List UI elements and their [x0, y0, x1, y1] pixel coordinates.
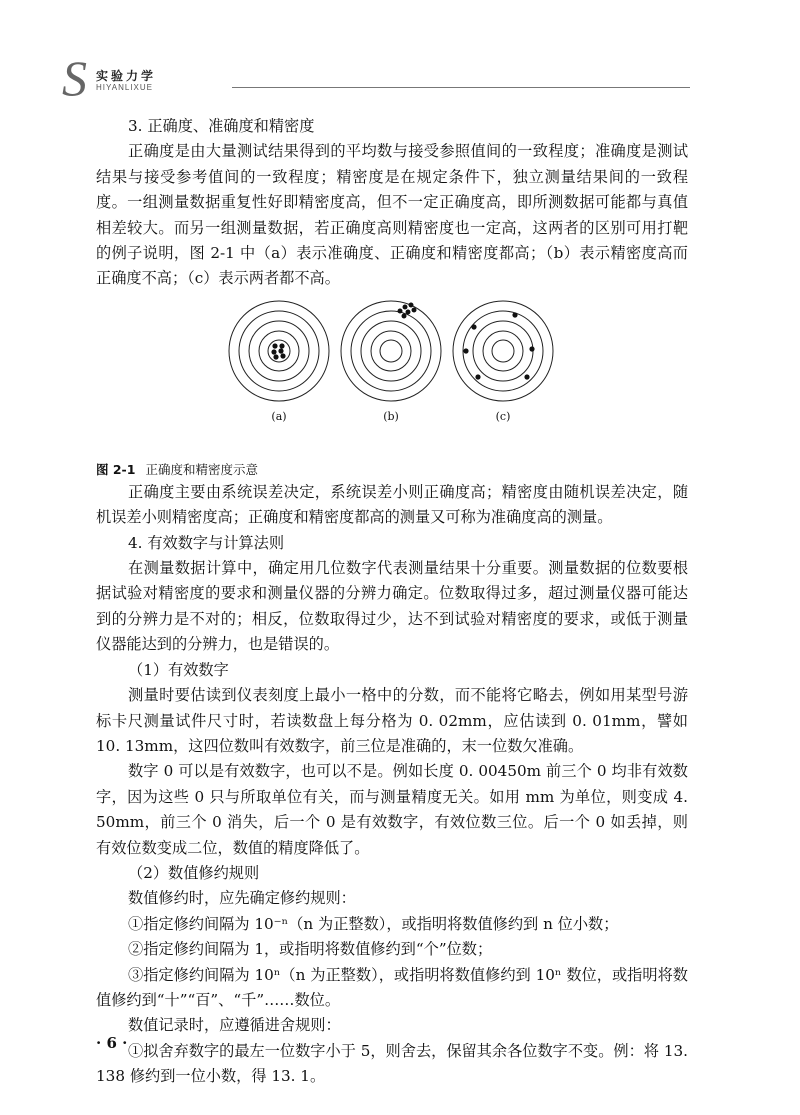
book-title: 实验力学: [96, 69, 157, 83]
target-c: [453, 301, 553, 401]
section-4-paragraph-1: 在测量数据计算中，确定用几位数字代表测量结果十分重要。测量数据的位数要根据试验对精密度的要求和测量仪器的分辨力确定。位数取得过多，超过测量仪器可能达到的分辨力是不对的；相反，位数取得过少，达不到试验对精密度的要求，或低于测量仪器能达到的分辨力，也是错误的。: [96, 559, 688, 654]
subsection-1-heading: （1）有效数字: [128, 660, 229, 679]
book-subtitle: HIYANLIXUE: [96, 83, 153, 92]
rounding-rule-2: ②指定修约间隔为 1，或指明将数值修约到“个”位数；: [128, 940, 493, 959]
target-figure: [96, 298, 688, 460]
target-diagrams: [96, 298, 688, 460]
header-logo-letter: S: [62, 50, 87, 106]
figure-caption-number: 图 2-1: [96, 461, 136, 477]
figure-caption: [96, 460, 688, 480]
section-4-heading: 4. 有效数字与计算法则: [128, 533, 285, 552]
target-a: [229, 301, 329, 401]
rounding-rule-3: ③指定修约间隔为 10ⁿ（n 为正整数），或指明将数值修约到 10ⁿ 数位，或指明将数值修约到“十”“百”、“千”……数位。: [96, 965, 688, 1009]
rounding-rule-1: ①指定修约间隔为 10⁻ⁿ（n 为正整数），或指明将数值修约到 n 位小数；: [128, 914, 619, 933]
target-b: [341, 301, 441, 401]
label-c: (c): [495, 409, 511, 423]
subsection-2-heading: （2）数值修约规则: [128, 863, 260, 882]
label-a: (a): [271, 409, 287, 423]
figure-caption-text: 正确度和精密度示意: [145, 461, 258, 477]
section-3-paragraph-2: 正确度主要由系统误差决定，系统误差小则正确度高；精密度由随机误差决定，随机误差小则精密度高；正确度和精密度都高的测量又可称为准确度高的测量。: [96, 482, 688, 527]
record-rule-1: ①拟舍弃数字的最左一位数字小于 5，则舍去，保留其余各位数字不变。例：将 13. 138 修约到一位小数，得 13. 1。: [96, 1041, 688, 1086]
running-header: [62, 50, 690, 106]
subsection-1-paragraph-2: 数字 0 可以是有效数字，也可以不是。例如长度 0. 00450m 前三个 0 均非有效数字，因为这些 0 只与所取单位有关，而与测量精度无关。如用 mm 为单位，则变成 4. 50mm，前三个 0 消失，后一个 0 是有效数字，有效位数三位。后一个 0 如丢掉，则有效位数变成二位，数值的精度降低了。: [96, 762, 688, 857]
page-number: · 6 ·: [96, 1034, 128, 1052]
page-body: [96, 114, 688, 1090]
record-intro: 数值记录时，应遵循进舍规则：: [128, 1016, 341, 1035]
section-3-heading: 3. 正确度、准确度和精密度: [128, 117, 315, 135]
header-rule: [232, 87, 690, 88]
section-3-paragraph-1: 正确度是由大量测试结果得到的平均数与接受参照值间的一致程度；准确度是测试结果与接受参考值间的一致程度；精密度是在规定条件下，独立测量结果间的一致程度。一组测量数据重复性好即精密度高，但不一定正确度高，即所测数据可能都与真值相差较大。而另一组测量数据，若正确度高则精密度也一定高，这两者的区别可用打靶的例子说明，图 2-1 中（a）表示准确度、正确度和精密度都高；（b）表示精密度高而正确度不高；（c）表示两者都不高。: [96, 142, 688, 288]
label-b: (b): [383, 409, 399, 423]
subsection-2-intro: 数值修约时，应先确定修约规则：: [128, 889, 356, 908]
subsection-1-paragraph-1: 测量时要估读到仪表刻度上最小一格中的分数，而不能将它略去，例如用某型号游标卡尺测量试件尺寸时，若读数盘上每分格为 0. 02mm，应估读到 0. 01mm，譬如 10. 13mm，这四位数叫有效数字，前三位是准确的，末一位数欠准确。: [96, 686, 688, 755]
